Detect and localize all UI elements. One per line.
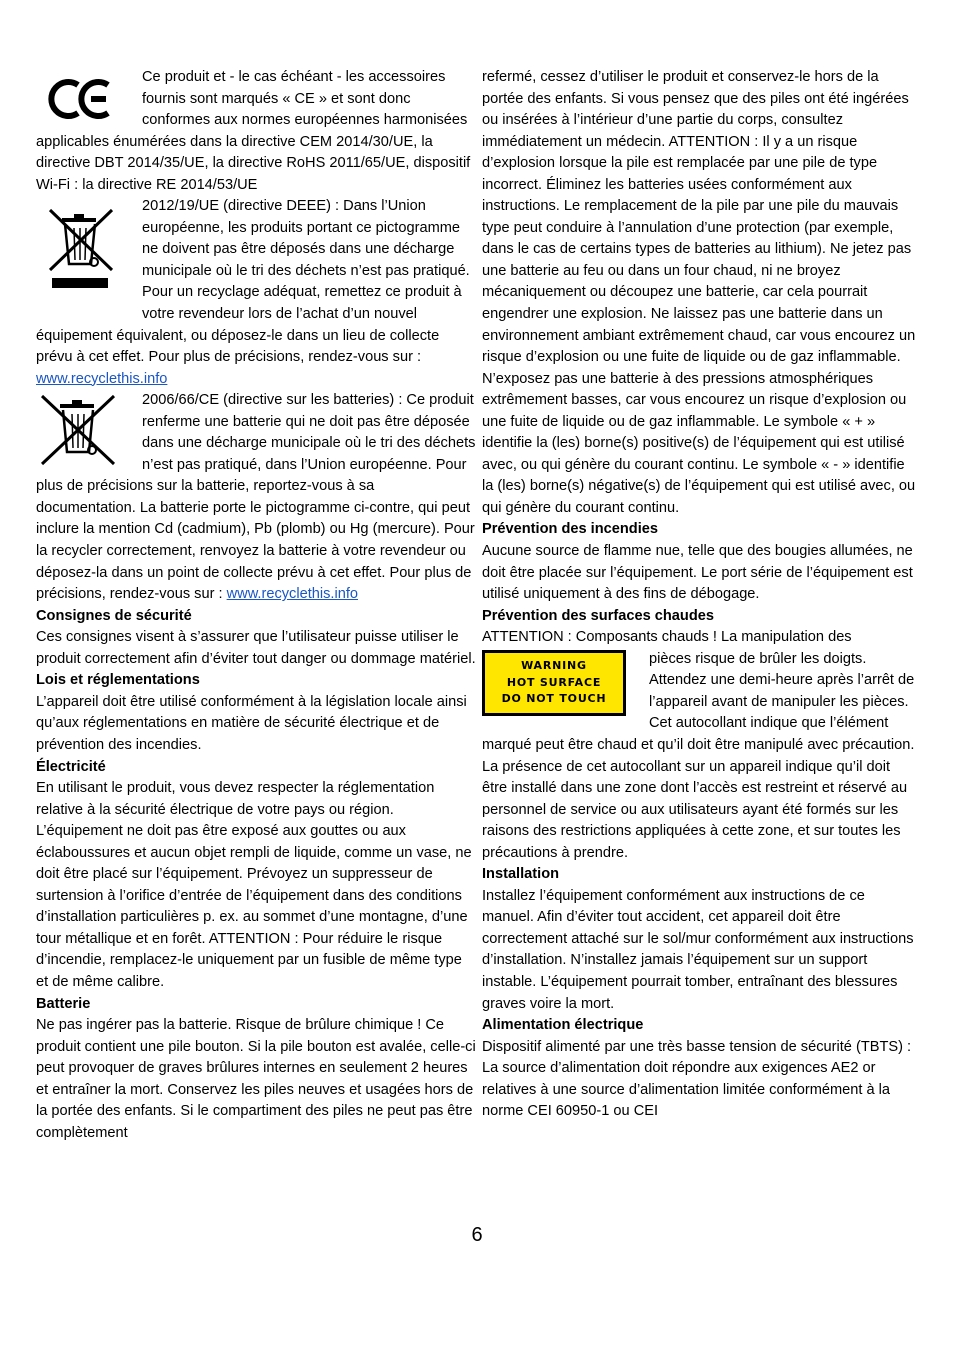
battery-heading: Batterie — [36, 995, 91, 1012]
battery-directive-paragraph — [36, 390, 476, 605]
ce-paragraph — [36, 67, 476, 196]
right-column — [482, 67, 919, 1123]
warning-line-2: HOT SURFACE — [506, 675, 602, 689]
deee-text: 2012/19/UE (directive DEEE) : Dans l’Union européenne, les produits portant ce pictogramme ne doivent pas être déposés dans une décharge municipale où le tri des déchets n’est pas pratiqué. Pour un recyclage adéquat, remettez ce produit à votre revendeur lors de l’achat d’un nouvel équipement équivalent, ou déposez-le dans un lieu de collecte prévu à cet effet. Pour plus de précisions, rendez-vous sur : — [36, 198, 470, 366]
left-column — [36, 67, 476, 1144]
laws-text: L’appareil doit être utilisé conformément à la législation locale ainsi qu’aux réglementations en matière de sécurité électrique et de prévention des incendies. — [36, 693, 467, 753]
hot-surface-heading: Prévention des surfaces chaudes — [482, 607, 714, 624]
hot-surface-text: pièces risque de brûler les doigts. Attendez une demi-heure après l’arrêt de l’appareil avant de manipuler les pièces. Cet autocollant indique que l’élément marqué peut être chaud et qu’il doit être manipulé avec précaution. La présence de cet autocollant sur un appareil indique qu’il doit être installé dans une zone dont l’accès est restreint et réservé au personnel de service ou aux utilisateurs ayant été formés sur les raisons des restrictions appliquées à cette zone, et sur toutes les précautions à prendre. — [482, 650, 915, 861]
hot-surface-warning-icon — [482, 649, 649, 735]
recyclethis-link[interactable]: www.recyclethis.info — [36, 370, 168, 387]
battery-bin-icon — [36, 390, 142, 476]
laws-heading: Lois et réglementations — [36, 672, 200, 689]
safety-heading: Consignes de sécurité — [36, 607, 192, 624]
fire-heading: Prévention des incendies — [482, 521, 658, 538]
ce-text: Ce produit et - le cas échéant - les accessoires fournis sont marqués « CE » et sont donc conformes aux normes européennes harmonisées applicables énumérées dans la directive CEM 2014/30/UE, la directive DBT 2014/35/UE, la directive RoHS 2011/65/UE, dispositif Wi-Fi : la directive RE 2014/53/UE — [36, 69, 471, 193]
warning-line-3: DO NOT TOUCH — [501, 692, 607, 706]
deee-paragraph — [36, 196, 476, 390]
power-heading: Alimentation électrique — [482, 1017, 644, 1034]
ce-mark-icon — [36, 67, 142, 131]
hot-surface-intro: ATTENTION : Composants chauds ! La manipulation des — [482, 629, 852, 646]
battery-continued-text: refermé, cessez d’utiliser le produit et conservez-le hors de la portée des enfants. Si vous pensez que des piles ont été ingérées ou insérées à l’intérieur d’une partie du corps, consultez immédiatement un médecin. ATTENTION : Il y a un risque d’explosion lorsque la pile est remplacée par une pile de type incorrect. Éliminez les batteries usées conformément aux instructions. Le remplacement de la pile par une pile du mauvais type peut conduire à l’annulation d’une protection (par exemple, dans le cas de certains types de batteries au lithium). Ne jetez pas une batterie au feu ou dans un four chaud, ni ne broyez mécaniquement ou découpez une batterie, car cela pourrait engendrer une explosion. Ne laissez pas une batterie dans un environnement ambiant extrêmement chaud, car vous encourez un risque d’explosion ou une fuite de liquide ou de gaz inflammable. N’exposez pas une batterie à des pressions atmosphériques extrêmement basses, car vous encourez un risque d’explosion ou une fuite de liquide ou de gaz inflammable. Le symbole « + » identifie la (les) borne(s) positive(s) de l’équipement qui est utilisé avec, ou qui génère du courant continu. Le symbole « - » identifie la (les) borne(s) négative(s) de l’équipement qui est utilisé avec, ou qui génère du courant continu. — [482, 69, 916, 516]
electricity-text: En utilisant le produit, vous devez respecter la réglementation relative à la sécurité électrique de votre pays ou région. L’équipement ne doit pas être exposé aux gouttes ou aux éclaboussures et aucun objet rempli de liquide, comme un vase, ne doit être placé sur l’équipement. Prévoyez un suppresseur de surtension à l’orifice d’entrée de l’équipement dans des conditions d’installation particulières p. ex. au sommet d’une montagne, d’une tour métallique et en forêt. ATTENTION : Pour réduire le risque d’incendie, remplacez-le uniquement par un fusible de même type et de même calibre. — [36, 780, 472, 990]
power-text: Dispositif alimenté par une très basse tension de sécurité (TBTS) : La source d’alimentation doit répondre aux exigences AE2 or relatives à une source d’alimentation limitée conformément à la norme CEI 60950-1 ou CEI — [482, 1038, 912, 1120]
safety-text: Ces consignes visent à s’assurer que l’utilisateur puisse utiliser le produit correctement afin d’éviter tout danger ou dommage matériel. — [36, 629, 476, 667]
electricity-heading: Électricité — [36, 758, 106, 775]
recyclethis-link-2[interactable]: www.recyclethis.info — [226, 586, 359, 603]
battery-text: Ne pas ingérer pas la batterie. Risque de brûlure chimique ! Ce produit contient une pile bouton. Si la pile bouton est avalée, celle-ci peut provoquer de graves brûlures internes en seulement 2 heures et entraîner la mort. Conservez les piles neuves et usagées hors de la portée des enfants. Si le compartiment des piles ne peut pas être complètement — [36, 1017, 476, 1141]
installation-text: Installez l’équipement conformément aux instructions de ce manuel. Afin d’éviter tout accident, cet appareil doit être correctement attaché sur le sol/mur conformément aux instructions d’installation. N’installez jamais l’équipement sur un support instable. L’équipement pourrait tomber, entraînant des blessures graves voire la mort. — [482, 887, 914, 1012]
hot-surface-paragraph — [482, 649, 919, 864]
page-number: 6 — [471, 1224, 483, 1246]
weee-bin-icon — [36, 196, 142, 304]
warning-line-1: WARNING — [521, 659, 587, 673]
battery-directive-text: 2006/66/CE (directive sur les batteries) : Ce produit renferme une batterie qui ne doit pas être déposée dans une décharge municipale où le tri des déchets n’est pas pratiqué, dans l’Union européenne. Pour plus de précisions sur la batterie, reportez-vous à sa documentation. La batterie porte le pictogramme ci-contre, qui peut inclure la mention Cd (cadmium), Pb (plomb) ou Hg (mercure). Pour la recycler correctement, renvoyez la batterie à votre revendeur ou déposez-la dans un point de collecte prévu à cet effet. Pour plus de précisions, rendez-vous sur : — [36, 392, 476, 603]
fire-text: Aucune source de flamme nue, telle que des bougies allumées, ne doit être placée sur l’équipement. Le port série de l’équipement est utilisé uniquement à des fins de débogage. — [482, 543, 913, 603]
installation-heading: Installation — [482, 866, 560, 883]
